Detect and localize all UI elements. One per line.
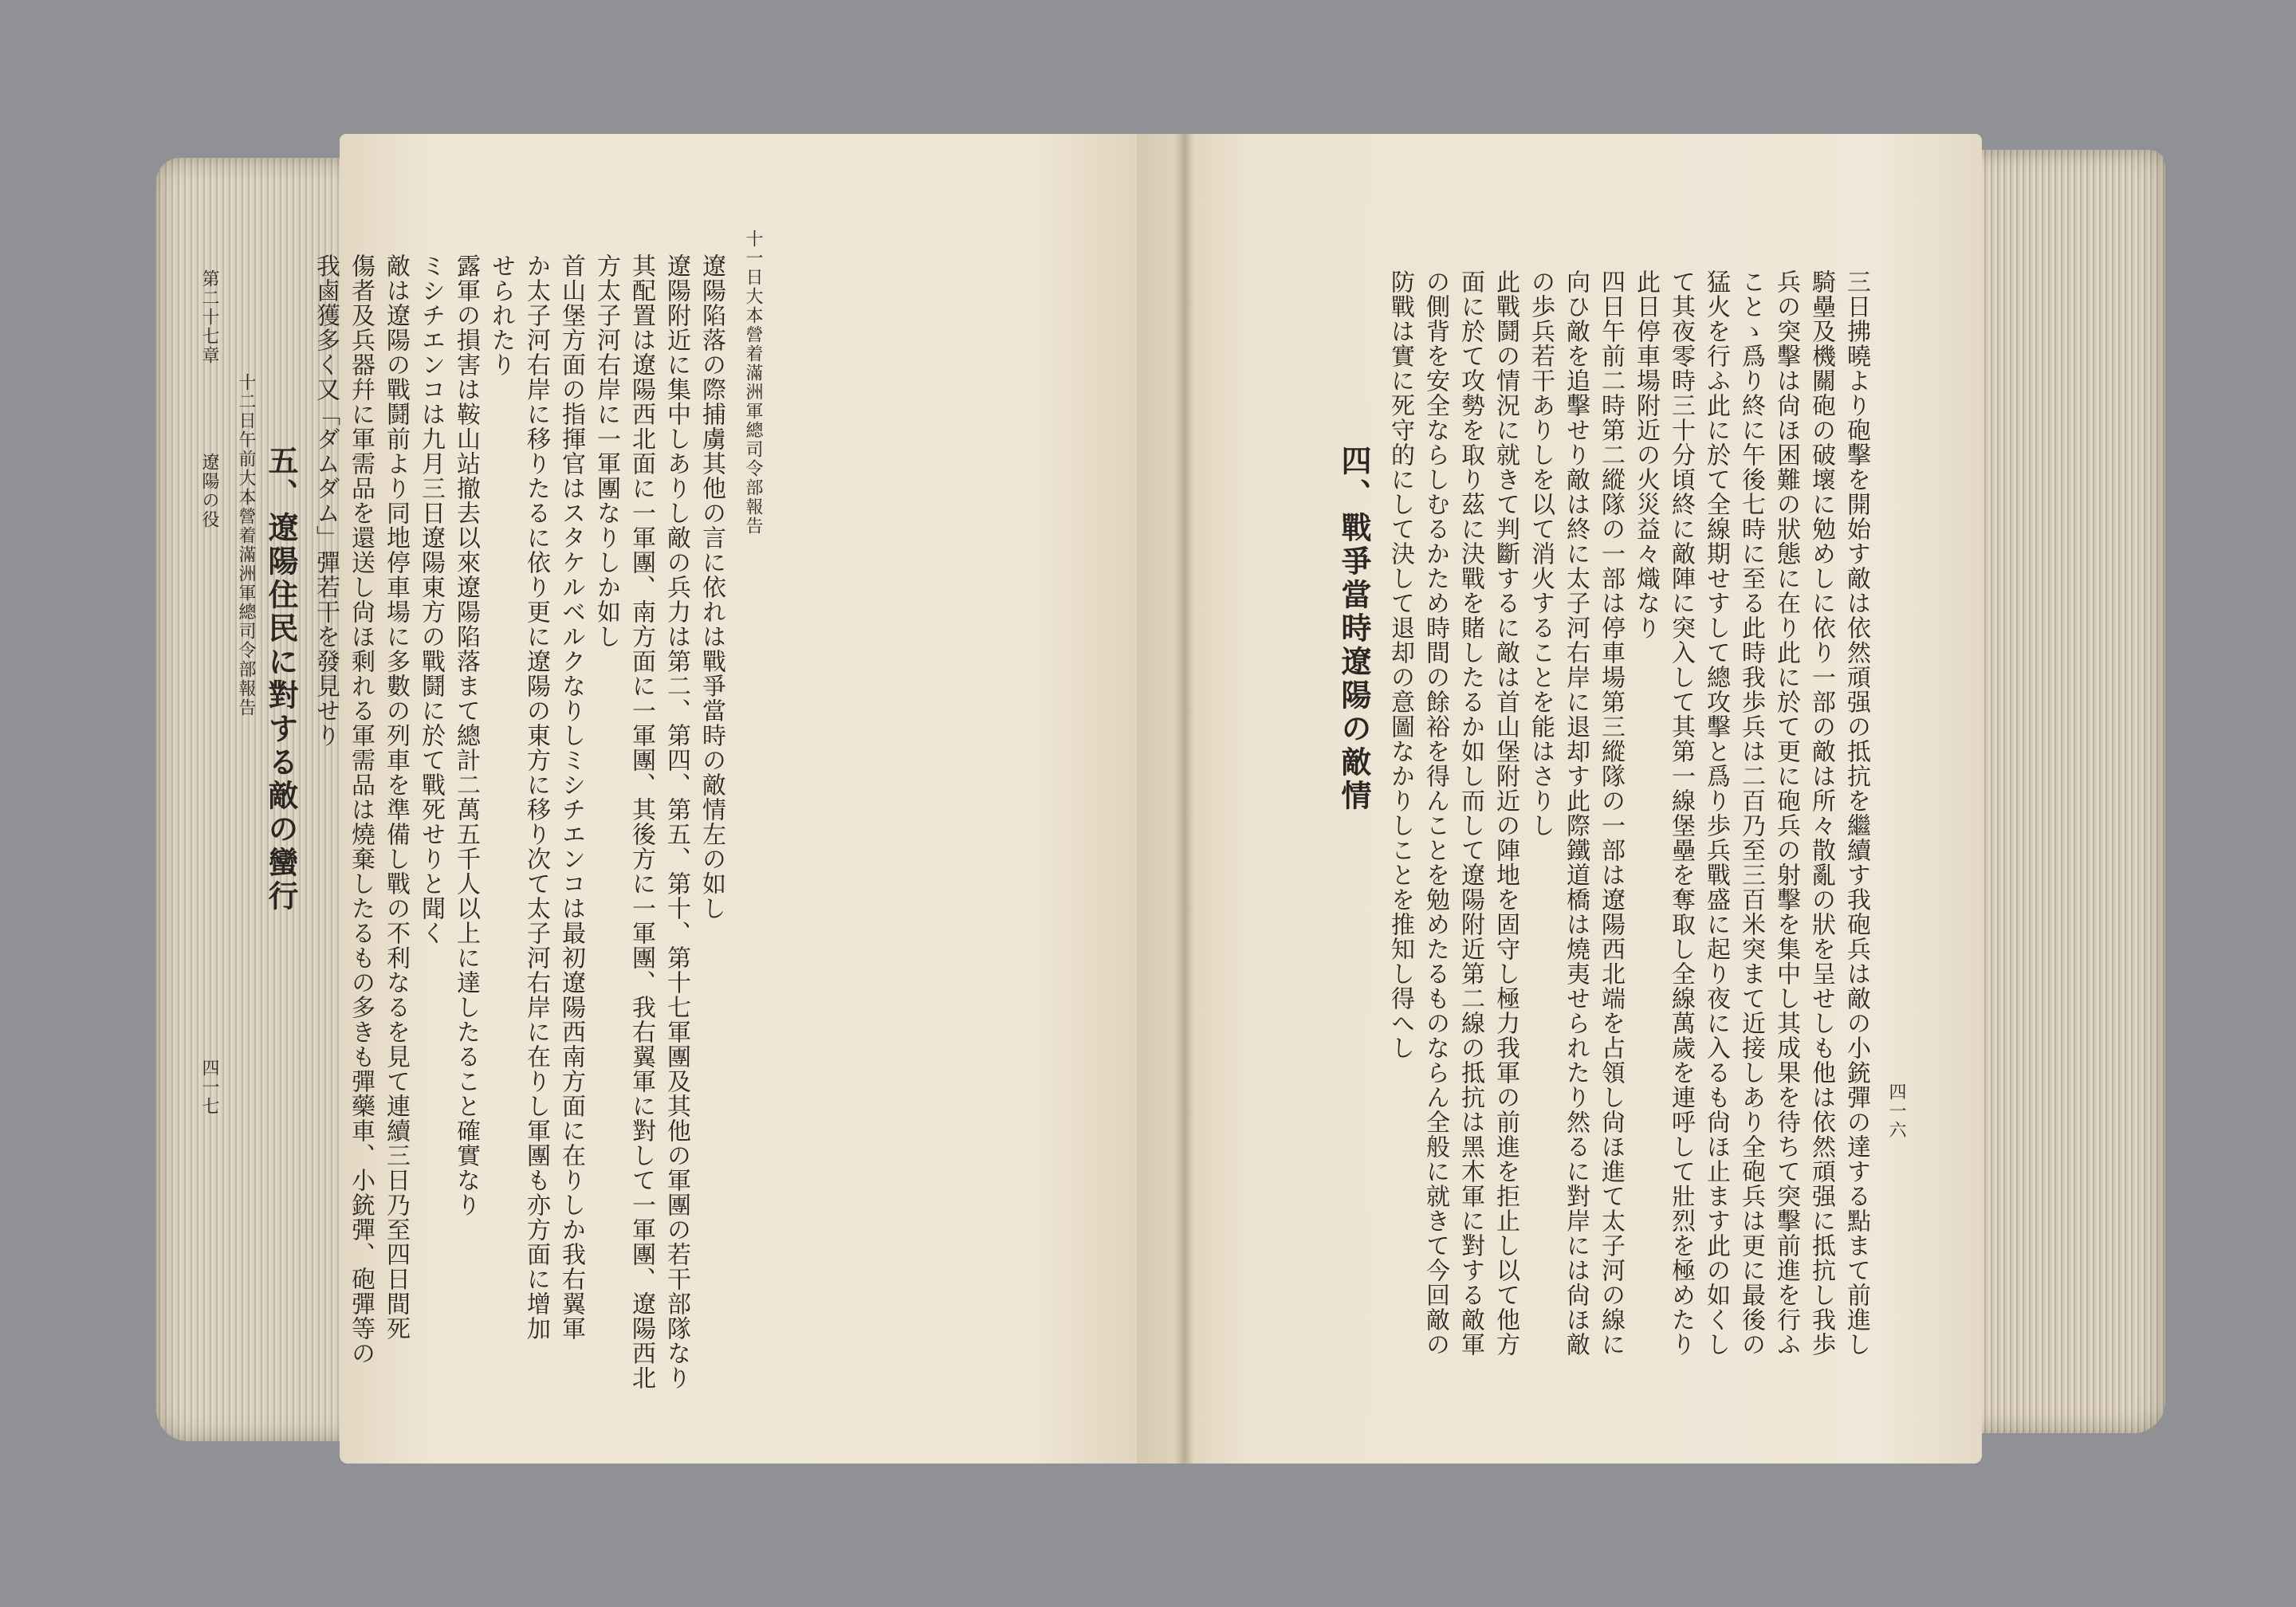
text-column: 猛火を行ふ此に於て全線期せすして總攻擊と爲り歩兵戰盛に起り夜に入るも尙ほ止ます此の如くし	[1702, 269, 1730, 1357]
text-column: の歩兵若干ありしを以て消火することを能はさりし	[1527, 269, 1555, 838]
text-column: 我鹵獲多く又「ダムダム」彈若干を發見せり	[312, 253, 340, 748]
text-column: 此戰鬪の情況に就きて判斷するに敵は首山堡附近の陣地を固守し極力我軍の前進を拒止し以て他方	[1492, 269, 1520, 1357]
text-column: て其夜零時三十分頃終に敵陣に突入して其第一線堡壘を奪取し全線萬歲を連呼して壯烈を極めたり	[1667, 269, 1695, 1357]
text-column: せられたり	[487, 253, 515, 377]
right-page	[1137, 134, 1982, 1464]
text-column: ことゝ爲り終に午後七時に至る此時我歩兵は二百乃至三百米突まて近接しあり全砲兵は更に最後の	[1737, 269, 1765, 1357]
text-column: 方太子河右岸に一軍團なりしか如し	[592, 253, 620, 649]
text-column: ミシチエンコは九月三日遼陽東方の戰鬪に於て戰死せりと聞く	[417, 253, 445, 945]
text-column: 露軍の損害は鞍山站撤去以來遼陽陷落まて總計二萬五千人以上に達したること確實なり	[452, 253, 480, 1217]
open-book	[156, 134, 2165, 1464]
left-page	[199, 134, 1185, 1464]
page-number: 四一七	[199, 1059, 219, 1116]
text-column: 面に於て攻勢を取り茲に決戰を賭したるか如し而して遼陽附近第二線の抵抗は黑木軍に對する敵軍	[1457, 269, 1484, 1357]
text-column: 兵の突擊は尙ほ困難の狀態に在り此に於て更に砲兵の射擊を集中し其成果を待ちて突擊前進を行ふ	[1772, 269, 1800, 1357]
text-column: 首山堡方面の指揮官はスタケルベルクなりしミシチエンコは最初遼陽西南方面に在りしか我右翼軍	[557, 253, 585, 1341]
text-column: 向ひ敵を追擊せり敵は終に太子河右岸に退却す此際鐵道橋は燒夷せられたり然るに對岸には尙ほ敵	[1562, 269, 1590, 1357]
text-column: 遼陽附近に集中しありし敵の兵力は第二、第四、第五、第十、第十七軍團及其他の軍團の若干部隊なり	[662, 253, 690, 1390]
text-column: 三日拂曉より砲擊を開始す敵は依然頑强の抵抗を繼續す我砲兵は敵の小銃彈の達する點まて前進し	[1842, 269, 1870, 1357]
text-column: 其配置は遼陽西北面に一軍團、南方面に一軍團、其後方に一軍團、我右翼軍に對して一軍團、遼陽西北	[627, 253, 655, 1390]
text-column: 遼陽陷落の際捕虜其他の言に依れは戰爭當時の敵情左の如し	[698, 253, 725, 921]
text-column: 四日午前二時第二縱隊の一部は停車場第三縱隊の一部は遼陽西北端を占領し尙ほ進て太子河の線に	[1597, 269, 1625, 1357]
chapter-label: 第二十七章	[199, 269, 219, 365]
text-column: 此日停車場附近の火災益々熾なり	[1632, 269, 1660, 640]
book-gutter	[1175, 134, 1194, 1464]
running-head: 遼陽の役	[199, 453, 219, 529]
section-heading: 五、遼陽住民に對する敵の蠻行	[263, 445, 299, 914]
right-page-edges	[1950, 150, 2165, 1433]
page-number: 四一六	[1886, 1082, 1906, 1140]
text-column: 傷者及兵器幷に軍需品を還送し尙ほ剩れる軍需品は燒棄したるもの多きも彈藥車、小銃彈、砲彈等の	[347, 253, 375, 1365]
text-column: の側背を安全ならしむるかため時間の餘裕を得んことを勉めたるものならん全般に就きて今回敵の	[1421, 269, 1449, 1357]
report-line: 十二日午前大本營着滿洲軍總司令部報告	[236, 373, 256, 717]
report-header: 十一日大本營着滿洲軍總司令部報告	[743, 230, 763, 536]
text-column: か太子河右岸に移りたるに依り更に遼陽の東方に移り次て太子河右岸に在りし軍團も亦方面に增加	[522, 253, 550, 1341]
section-heading: 四、戰爭當時遼陽の敵情	[1336, 445, 1372, 813]
text-column: 騎壘及機關砲の破壞に勉めしに依り一部の敵は所々散亂の狀を呈せしも他は依然頑强に抵抗し我歩	[1807, 269, 1835, 1357]
text-column: 敵は遼陽の戰鬪前より同地停車場に多數の列車を準備し戰の不利なるを見て連續三日乃至四日間死	[382, 253, 410, 1341]
text-column: 防戰は實に死守的にして決して退却の意圖なかりしことを推知し得へし	[1386, 269, 1414, 1060]
